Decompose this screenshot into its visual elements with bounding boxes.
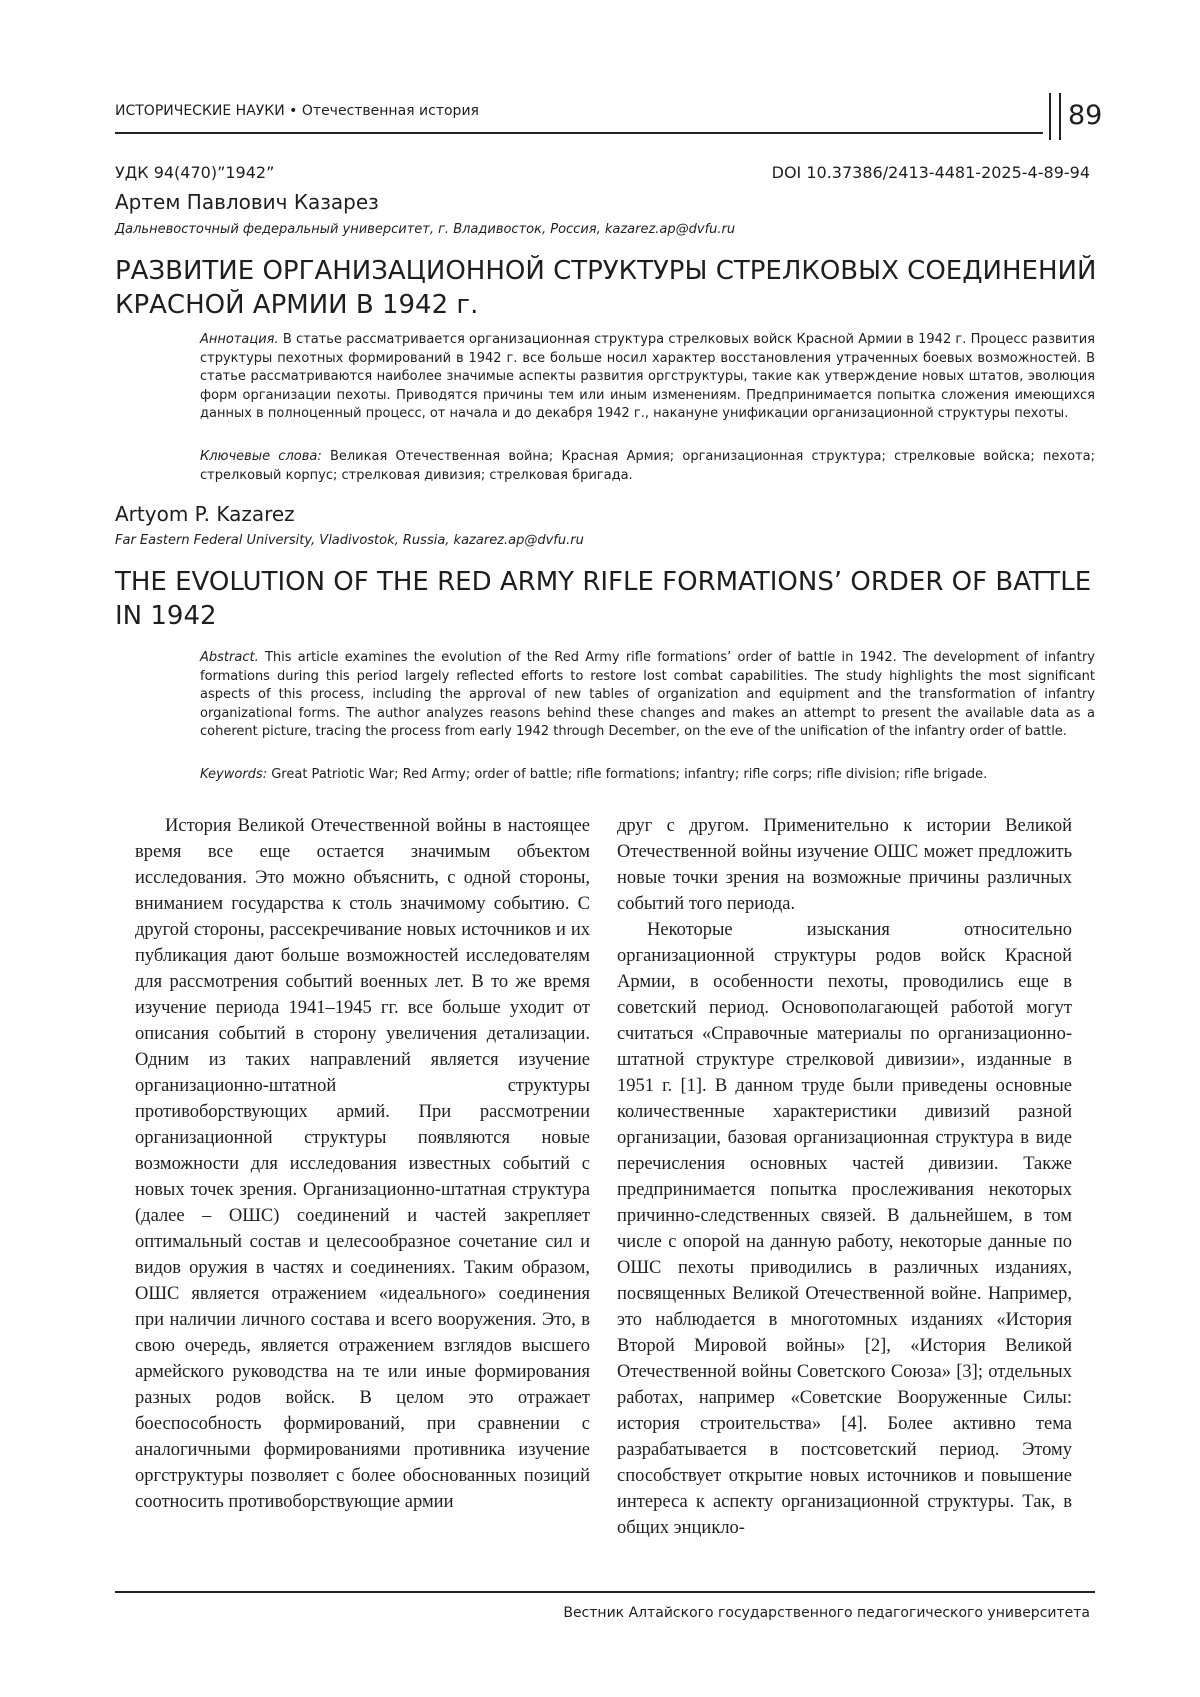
doi: DOI 10.37386/2413-4481-2025-4-89-94 [771, 163, 1090, 182]
page-number: 89 [1068, 100, 1103, 131]
abstract-label-ru: Аннотация. [200, 332, 279, 347]
abstract-label-en: Abstract. [200, 650, 259, 665]
running-head-subsection: Отечественная история [301, 103, 479, 119]
running-head [115, 103, 479, 119]
abstract-text-ru: В статье рассматривается организационная структура стрелковых войск Красной Армии в 1942 г. Процесс развития структуры пехотных формирований в 1942 г. все больше носил характер восстановления утраченных боевых возможностей. В статье рассматриваются наиболее значимые аспекты развития оргструктуры, такие как утверждение новых штатов, эволюция форм организации пехоты. Приводятся причины тем или иным изменениям. Предпринимается попытка сложения имеющихся данных в полноценный процесс, от начала и до декабря 1942 г., накануне унификации организационной структуры пехоты. [200, 332, 1095, 421]
keywords-text-en: Great Patriotic War; Red Army; order of battle; rifle formations; infantry; rifle corps; rifle division; rifle brigade. [271, 767, 988, 782]
keywords-label-en: Keywords: [200, 767, 268, 782]
author-name-en: Artyom P. Kazarez [115, 502, 295, 526]
body-left-column: История Великой Отечественной войны в настоящее время все еще остается значимым объектом исследования. Это можно объяснить, с одной стороны, вниманием государства к столь значимому событию. С другой стороны, рассекречивание новых источников и их публикация дают больше возможностей исследователям для рассмотрения событий военных лет. В то же время изучение периода 1941–1945 гг. все больше уходит от описания событий в сторону увеличения детализации. Одним из таких направлений является изучение организационно-штатной структуры противоборствующих армий. При рассмотрении организационной структуры появляются новые возможности для исследования известных событий с новых точек зрения. Организационно-штатная структура (далее – ОШС) соединений и частей закрепляет оптимальный состав и целесообразное сочетание сил и видов оружия в частях и соединениях. Таким образом, ОШС является отражением «идеального» соединения при наличии личного состава и всего вооружения. Это, в свою очередь, является отражением взглядов высшего армейского руководства на те или иные формирования разных родов войск. В целом это отражает боеспособность формирований, при сравнении с аналогичными формированиями противника изучение оргструктуры позволяет с более обоснованных позиций соотносить противоборствующие армии [135, 816, 590, 1512]
running-head-section: ИСТОРИЧЕСКИЕ НАУКИ [115, 103, 285, 119]
abstract-text-en: This article examines the evolution of the Red Army rifle formations’ order of battle in 1942. The development of infantry formations during this period largely reflected efforts to restore lost combat capabilities. The study highlights the most significant aspects of this process, including the approval of new tables of organization and equipment and the transformation of infantry organizational forms. The author analyzes reasons behind these changes and makes an attempt to present the available data as a coherent picture, tracing the process from early 1942 through December, on the eve of the unification of the infantry order of battle. [200, 650, 1095, 739]
article-title-en: THE EVOLUTION OF THE RED ARMY RIFLE FORMATIONS’ ORDER OF BATTLE IN 1942 [115, 567, 1092, 631]
article-title-ru: РАЗВИТИЕ ОРГАНИЗАЦИОННОЙ СТРУКТУРЫ СТРЕЛКОВЫХ СОЕДИНЕНИЙ КРАСНОЙ АРМИИ В 1942 г. [115, 256, 1097, 320]
abstract-en [200, 649, 1095, 742]
udk-code: УДК 94(470)”1942” [115, 163, 275, 182]
body-paragraph-2: Некоторые изыскания относительно организационной структуры родов войск Красной Армии, в особенности пехоты, проводились еще в советский период. Основополагающей работой могут считаться «Справочные материалы по организационно-штатной структуре стрелковой дивизии», изданные в 1951 г. [1]. В данном труде были приведены основные количественные характеристики дивизий разной организации, базовая организационная структура в виде перечисления основных частей дивизии. Также предпринимается попытка прослеживания некоторых причинно-следственных связей. В дальнейшем, в том числе с опорой на данную работу, некоторые данные по ОШС пехоты приводились в различных изданиях, посвященных Великой Отечественной войне. Например, это наблюдается в многотомных изданиях «История Второй Мировой войны» [2], «История Великой Отечественной войны Советского Союза» [3]; отдельных работах, например «Советские Вооруженные Силы: история строительства» [4]. Более активно тема разрабатывается в постсоветский период. Этому способствует открытие новых источников и повышение интереса к аспекту организационной структуры. Так, в общих энцикло- [617, 920, 1072, 1538]
affiliation-en: Far Eastern Federal University, Vladivostok, Russia, kazarez.ap@dvfu.ru [115, 533, 584, 548]
footer-rule [115, 1591, 1095, 1593]
abstract-ru [200, 331, 1095, 424]
body-paragraph-continuation: друг с другом. Применительно к истории Великой Отечественной войны изучение ОШС может предложить новые точки зрения на возможные причины различных событий того периода. [617, 816, 1072, 914]
affiliation-ru: Дальневосточный федеральный университет, г. Владивосток, Россия, kazarez.ap@dvfu.ru [115, 222, 736, 237]
header-rule [115, 132, 1043, 134]
body-right-column [617, 813, 1072, 1541]
keywords-en [200, 766, 1095, 785]
journal-footer: Вестник Алтайского государственного педагогического университета [563, 1605, 1090, 1621]
keywords-ru [200, 448, 1095, 485]
keywords-label-ru: Ключевые слова: [200, 449, 322, 464]
keywords-text-ru: Великая Отечественная война; Красная Армия; организационная структура; стрелковые войска; пехота; стрелковый корпус; стрелковая дивизия; стрелковая бригада. [200, 449, 1095, 483]
running-head-separator: • [289, 103, 298, 119]
author-name-ru: Артем Павлович Казарез [115, 190, 379, 214]
page-number-bars [1049, 93, 1061, 140]
